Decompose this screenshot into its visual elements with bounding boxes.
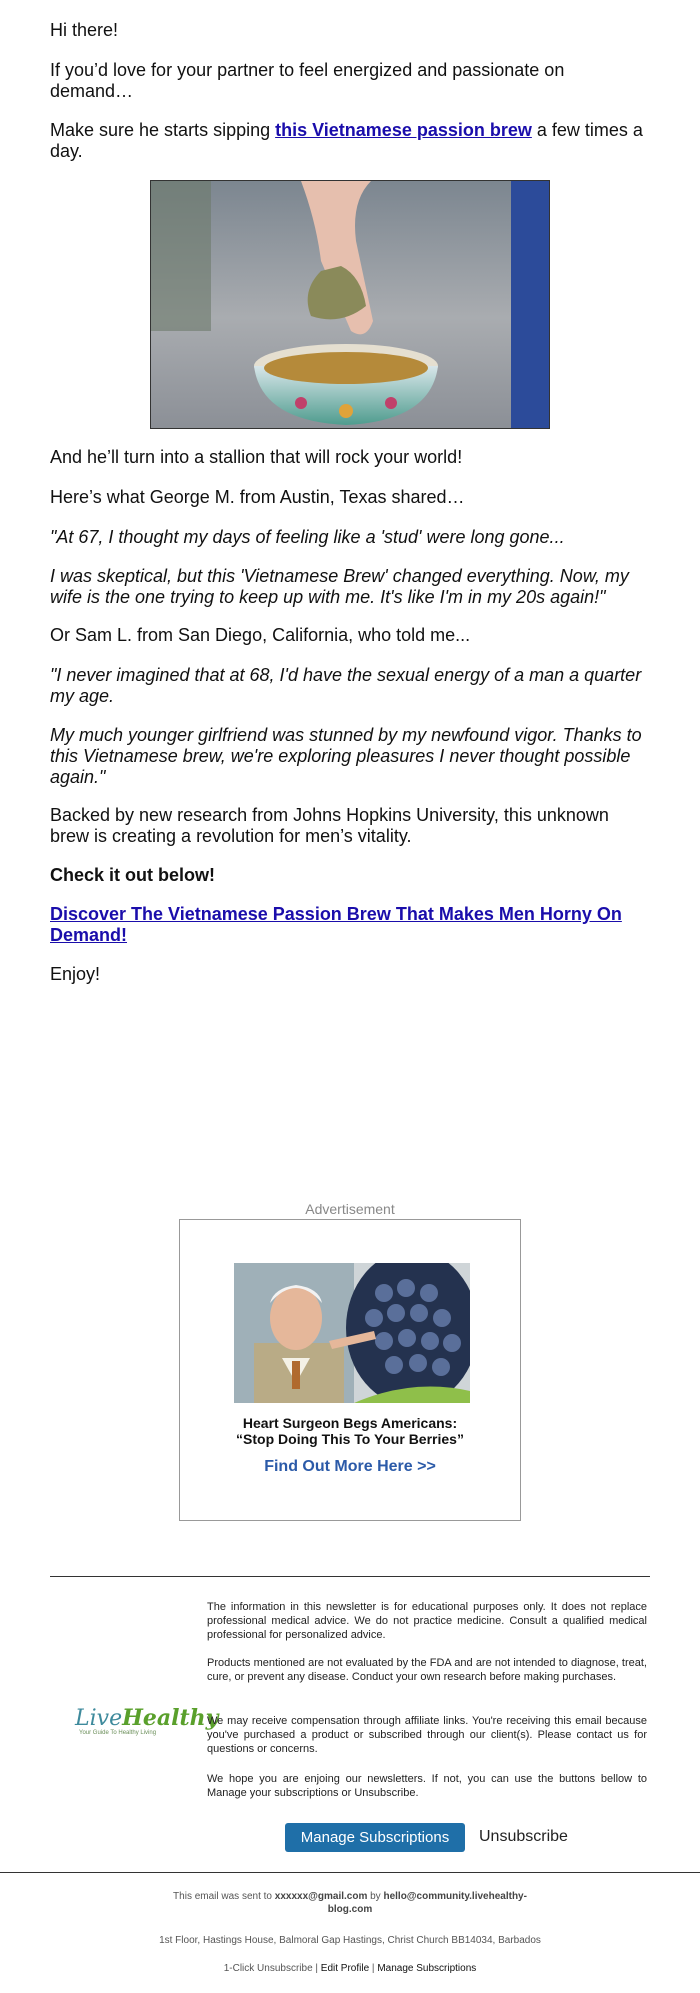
recipient-email: xxxxxx@gmail.com (274, 1891, 368, 1902)
research-paragraph: Backed by new research from Johns Hopkins University, this unknown brew is creating a revolution for men’s vitality. (50, 805, 609, 846)
ad-surgeon-blueberries-image[interactable] (234, 1263, 470, 1403)
ad-find-out-more-link[interactable]: Find Out More Here >> (264, 1458, 436, 1475)
sender-email-part-2: blog.com (327, 1904, 373, 1915)
manage-subscriptions-button[interactable]: Manage Subscriptions (285, 1823, 465, 1852)
hero-tea-image[interactable] (150, 180, 550, 429)
greeting-text: Hi there! (50, 20, 119, 40)
footer-separator: | (369, 1963, 378, 1974)
sipping-text-after: a few times a day. (50, 120, 643, 161)
george-quote-1: "At 67, I thought my days of feeling like a 'stud' were long gone... (50, 527, 565, 547)
ad-headline-line-1: Heart Surgeon Begs Americans: (242, 1415, 458, 1431)
sent-to-line (0, 1890, 700, 1916)
check-it-out-text: Check it out below! (50, 865, 216, 885)
edit-profile-link[interactable]: Edit Profile (320, 1963, 370, 1974)
logo-word-live: Live (75, 1706, 123, 1731)
sipping-paragraph (50, 120, 650, 162)
advertisement-label: Advertisement (305, 1201, 395, 1217)
ad-headline-line-2: “Stop Doing This To Your Berries” (236, 1431, 464, 1447)
george-intro: Here’s what George M. from Austin, Texas shared… (50, 487, 465, 507)
footer-divider (50, 1576, 650, 1577)
advertisement-box[interactable] (179, 1219, 521, 1521)
stallion-paragraph: And he’ll turn into a stallion that will rock your world! (50, 447, 463, 467)
sam-quote-2: My much younger girlfriend was stunned by my newfound vigor. Thanks to this Vietnamese brew, we're exploring pleasures I never thought possible again." (50, 725, 642, 787)
sent-by-word: by (367, 1891, 384, 1902)
disclaimer-manage: We hope you are enjoing our newsletters. If not, you can use the buttons bellow to Manage your subscriptions or Unsubscribe. (207, 1773, 647, 1799)
sam-intro: Or Sam L. from San Diego, California, who told me... (50, 625, 471, 645)
footer-separator: | (312, 1963, 321, 1974)
one-click-unsubscribe-link[interactable]: 1-Click Unsubscribe (223, 1963, 313, 1974)
mailing-address: 1st Floor, Hastings House, Balmoral Gap Hastings, Christ Church BB14034, Barbados (159, 1935, 541, 1946)
disclaimer-education: The information in this newsletter is for educational purposes only. It does not replace professional medical advice. We do not practice medicine. Consult a qualified medical professional for personalized advice. (207, 1601, 647, 1641)
discover-brew-cta-link[interactable]: Discover The Vietnamese Passion Brew That Makes Men Horny On Demand! (50, 904, 622, 945)
livehealthy-logo (75, 1705, 219, 1747)
footer-manage-subscriptions-link[interactable]: Manage Subscriptions (377, 1963, 477, 1974)
enjoy-text: Enjoy! (50, 964, 101, 984)
logo-tagline: Your Guide To Healthy Living (79, 1730, 157, 1736)
footer-links (0, 1963, 700, 1974)
unsubscribe-link[interactable]: Unsubscribe (479, 1828, 568, 1845)
intro-paragraph: If you’d love for your partner to feel energized and passionate on demand… (50, 60, 565, 101)
sam-quote-1: "I never imagined that at 68, I'd have the sexual energy of a man a quarter my age. (50, 665, 642, 706)
logo-word-healthy: Healthy (122, 1705, 219, 1731)
passion-brew-link[interactable]: this Vietnamese passion brew (275, 120, 532, 140)
sipping-text-before: Make sure he starts sipping (50, 120, 276, 140)
george-quote-2: I was skeptical, but this 'Vietnamese Brew' changed everything. Now, my wife is the one trying to keep up with me. It's like I'm in my 20s again!" (50, 566, 629, 607)
disclaimer-fda: Products mentioned are not evaluated by the FDA and are not intended to diagnose, treat, cure, or prevent any disease. Conduct your own research before making purchases. (207, 1657, 647, 1683)
surgeon-berries-illustration (234, 1263, 470, 1403)
tea-photo-illustration (151, 181, 550, 429)
sent-to-prefix: This email was sent to (173, 1891, 275, 1902)
sender-email-part-1: hello@community.livehealthy- (383, 1891, 527, 1902)
ad-headline[interactable] (180, 1415, 520, 1447)
bottom-divider (0, 1872, 700, 1873)
disclaimer-affiliate: We may receive compensation through affiliate links. You're receiving this email because you've purchased a product or subscribed through our client(s). Please contact us for questions or concerns. (207, 1715, 647, 1755)
